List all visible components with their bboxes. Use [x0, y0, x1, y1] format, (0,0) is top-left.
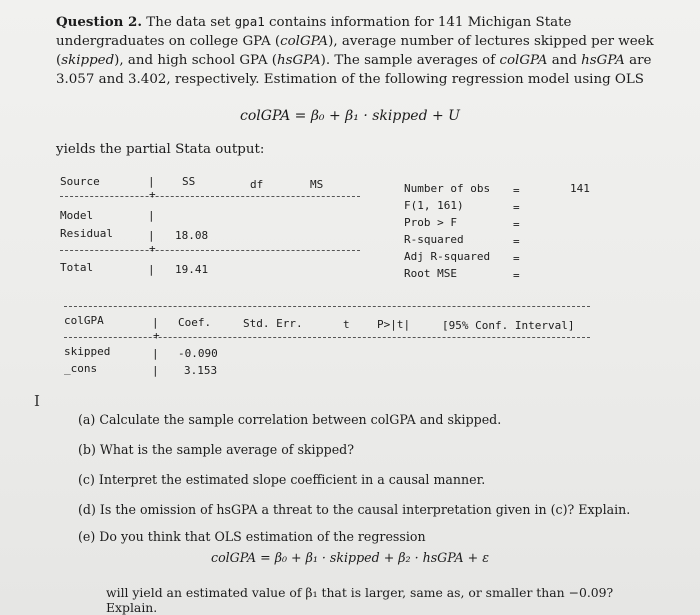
divider — [60, 196, 360, 197]
coef-header: Coef. — [178, 316, 212, 329]
col-separator: | — [148, 175, 155, 188]
divider — [64, 337, 590, 338]
var-hsgpa: hsGPA — [276, 53, 321, 68]
stderr-header: Std. Err. — [243, 317, 303, 330]
regression-equation: colGPA = β₀ + β₁ · skipped + U — [240, 108, 460, 124]
anova-row-label: Residual — [60, 227, 113, 240]
intro-text: ), average number of lectures skipped per week ( — [56, 34, 654, 68]
anova-row-label: Total — [60, 261, 94, 274]
col-separator: | — [152, 364, 159, 377]
divider-cross: + — [153, 329, 160, 342]
intro-text: contains information for 141 Michigan State undergraduates on college GPA ( — [56, 15, 572, 49]
question-intro — [56, 12, 656, 89]
question-e-continuation: will yield an estimated value of β₁ that is larger, same as, or smaller than −0.09? Explain. — [106, 585, 614, 615]
df-header: df — [250, 178, 264, 191]
coef-value: 3.153 — [184, 364, 218, 377]
col-separator: | — [152, 316, 159, 329]
intro-text: ). The sample averages of — [320, 53, 500, 68]
question-label: Question 2. — [56, 14, 143, 30]
divider — [64, 306, 590, 307]
stat-equals: = — [513, 201, 520, 214]
anova-ss-value: 19.41 — [175, 263, 209, 276]
col-separator: | — [148, 209, 155, 222]
stat-label: Adj R-squared — [404, 250, 491, 263]
stat-label: Root MSE — [404, 267, 457, 280]
stat-value: 141 — [570, 182, 590, 195]
intro-text: The data set — [142, 15, 235, 30]
stat-label: Prob > F — [404, 216, 457, 229]
col-separator: | — [148, 263, 155, 276]
ss-header: SS — [182, 175, 196, 188]
t-header: t — [343, 318, 350, 331]
question-a: (a) Calculate the sample correlation between colGPA and skipped. — [78, 412, 502, 427]
divider-cross: + — [149, 188, 156, 201]
divider-cross: + — [149, 242, 156, 255]
stat-equals: = — [513, 269, 520, 282]
coef-row-label: skipped — [64, 345, 111, 358]
regression-equation-extended: colGPA = β₀ + β₁ · skipped + β₂ · hsGPA + ε — [211, 550, 489, 565]
var-skipped: skipped — [61, 53, 115, 68]
intro-text: are 3.057 and 3.402, respectively. Estimation of the following regression model using OLS — [56, 53, 652, 87]
intro-text: ), and high school GPA ( — [114, 53, 277, 68]
stat-label: Number of obs — [404, 182, 491, 195]
stat-equals: = — [513, 184, 520, 197]
anova-ss-value: 18.08 — [175, 229, 209, 242]
pvalue-header: P>|t| — [377, 318, 411, 331]
margin-mark: I — [34, 392, 40, 410]
yields-text: yields the partial Stata output: — [56, 142, 265, 157]
divider — [60, 250, 360, 251]
question-e: (e) Do you think that OLS estimation of the regression — [78, 529, 426, 544]
conf-interval-header: [95% Conf. Interval] — [442, 319, 575, 332]
dep-var-header: colGPA — [64, 314, 104, 327]
stat-equals: = — [513, 235, 520, 248]
question-c: (c) Interpret the estimated slope coefficient in a causal manner. — [78, 472, 486, 487]
stat-label: R-squared — [404, 233, 464, 246]
stat-equals: = — [513, 252, 520, 265]
dataset-name: gpa1 — [234, 14, 265, 29]
coef-row-label: _cons — [64, 362, 98, 375]
ms-header: MS — [310, 178, 324, 191]
var-hsgpa: hsGPA — [581, 53, 625, 68]
question-b: (b) What is the sample average of skipped? — [78, 442, 354, 457]
anova-row-label: Model — [60, 209, 94, 222]
coef-value: -0.090 — [178, 347, 218, 360]
question-d: (d) Is the omission of hsGPA a threat to the causal interpretation given in (c)? Explain. — [78, 502, 631, 517]
col-separator: | — [152, 347, 159, 360]
var-colgpa: colGPA — [280, 34, 329, 49]
intro-text: and — [547, 53, 582, 68]
source-header: Source — [60, 175, 100, 188]
var-colgpa: colGPA — [499, 53, 548, 68]
col-separator: | — [148, 229, 155, 242]
stat-label: F(1, 161) — [404, 199, 464, 212]
stat-equals: = — [513, 218, 520, 231]
